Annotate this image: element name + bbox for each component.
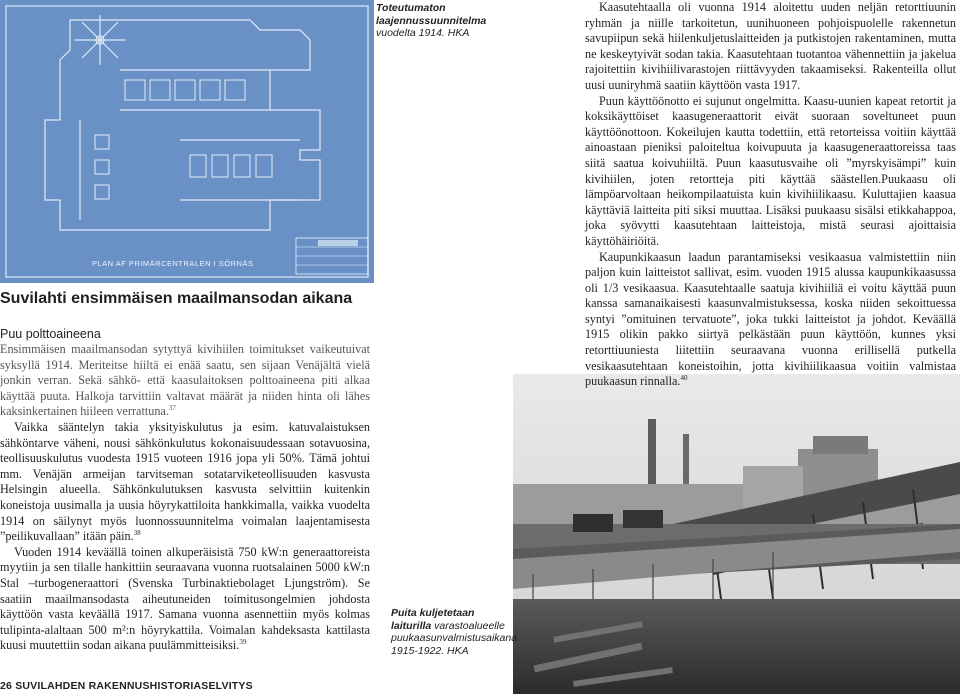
paragraph-6: [585, 250, 956, 390]
caption-blueprint-rest: vuodelta 1914. HKA: [376, 27, 470, 39]
caption-blueprint: [376, 2, 506, 40]
paragraph-3-text: Vuoden 1914 keväällä toinen alkuperäisistä 750 kW:n generaattoreista myytiin ja sen tilalle hankittiin seuraavana vuonna ruotsalainen 5000 kW:n Stal –turbogeneraattori (Svenska Turbinaktiebolaget Ljungström). Se saatiin maailmansodasta aiheutuneiden toimitusongelmien johdosta käyttöön vasta keväällä 1917. Samana vuonna asennettiin myös kolmas tulipinta-alaltaan 500 m²:n höyrykattila. Voimalan kahdeksasta kattilasta kuusi muutettiin sodan aikana puulämmitteisiksi.: [0, 544, 370, 653]
paragraph-5: Puun käyttöönotto ei sujunut ongelmitta. Kaasu-uunien kapeat retortit ja koksikäyttöiset kaasugeneraattorit eivät suoraan soveltuneet puun käyttöönottoon. Kokeilujen kautta todettiin, että retorteissa voitiin käyttää ainoastaan pieniksi paloiteltua koivupuuta ja kaasugeneraattoreissa taas siitä saatua koivuhiiltä. Puun kaasutusvaihe oli ”myrskyisämpi” kuin kivihiilen, joten retortteja piti käyttää säästellen.Puukaasu oli lämpöarvoltaan heikompilaatuista kuin kivihiilikaasu. Kuluttajien kaasua käyttäviä laitteita piti siksi muuttaa. Lisäksi puukaasu sisälsi etikkahappoa, joka syövytti kaasutehtaan laitteistoja, mistä seurasi ajoittaisia käyttöhäiriöitä.: [585, 93, 956, 248]
blueprint-drawing: [0, 0, 374, 283]
footnote-37: 37: [168, 404, 176, 413]
subheading: Puu polttoaineena: [0, 327, 101, 341]
historical-photo: [513, 374, 960, 694]
footnote-40: 40: [680, 374, 688, 383]
footnote-38: 38: [133, 529, 141, 538]
left-column-text: [0, 342, 370, 654]
photo-drawing: [513, 374, 960, 694]
paragraph-2: [0, 420, 370, 545]
caption-blueprint-bold: Toteutumaton laajennussuunnitelma: [376, 2, 487, 27]
paragraph-4: Kaasutehtaalla oli vuonna 1914 aloitettu uuden neljän retorttiuunin ryhmän ja niille tarkoitetun, uunihuoneen pohjoispuolelle rakennetun savupiipun sekä hiilenkuljetuslaitteiden ja putkistojen rakentaminen, mutta ne keskeytyivät sodan takia. Kaasutehtaan tuotantoa vähennettiin ja jakelua rajoitettiin kivihiilivarastojen riittävyyden takaamiseksi. Rakenteilla ollut uusi uuniryhmä saatiin käyttöön vasta 1917.: [585, 0, 956, 92]
page-footer: 26 SUVILAHDEN RAKENNUSHISTORIASELVITYS: [0, 680, 253, 692]
caption-photo: [391, 607, 518, 657]
caption-photo-rest: varastoalueelle puukaasunvalmistusaikana 1915-1922. HKA: [391, 619, 518, 657]
footnote-39: 39: [239, 638, 247, 647]
paragraph-3: [0, 545, 370, 654]
blueprint-image: [0, 0, 374, 283]
blueprint-title: PLAN AF PRIMÄRCENTRALEN I SÖRNÄS: [92, 259, 254, 268]
paragraph-2-text: Vaikka sääntelyn takia yksityiskulutus ja esim. katuvalaistuksen sähköntarve väheni, nousi sähkönkulutus kokonaisuudessaan sotavuosina, teollisuuskulutus vuodesta 1915 vuoteen 1916 jopa yli 50%. Tämä johtui mm. Venäjän armeijan tarvitseman sotatarviketeollisuuden kasvusta Helsingin alueella. Sähkönkulutuksen kasvusta selvittiin kuitenkin koneistoja uusimalla ja uusia höyrykattiloita hankkimalla, vaikka vuodelta 1914 on säilynyt myös luonnossuunnitelma voimalan laajentamisesta ”peilikuvallaan” itään päin.: [0, 419, 370, 544]
section-heading: Suvilahti ensimmäisen maailmansodan aikana: [0, 290, 353, 307]
paragraph-6-text: Kaupunkikaasun laadun parantamiseksi vesikaasua valmistettiin niin paljon kuin laitteistot sallivat, esim. vuoden 1915 alussa kaupunkikaasussa oli 1/3 vesikaasua. Kaasutehtaalle saatuja kivihiiliä ei voitu käyttää puun kanssa samanaikaisesti kaasunvalmistuksessa, koska niiden sekoittuessa syntyi ”omituinen tervatuote”, joka tukki laitteistot ja johdot. Keväällä 1915 olikin pakko siirtyä pelkästään puun käyttöön, kunnes yksi retorttiuuniesta liitettiin seuraavana vuonna erillisellä putkella vesikaasutehtaan koneistoihin, jotta kivihiilikaasua voitiin valmistaa puukaasun rinnalla.: [585, 249, 956, 389]
paragraph-1-text: Ensimmäisen maailmansodan sytyttyä kivihiilen toimitukset vaikeutuivat syksyllä 1914. Meriteitse hiiltä ei enää saatu, sen sijaan Venäjältä vielä jonkin verran. Sekä sähkö- että kaasulaitoksen polttoaineena piti alkaa käyttää puuta. Halkoja tarvittiin valtavat määrät ja niiden hinta oli lähes kaksinkertainen hiileen verrattuna.: [0, 342, 370, 419]
paragraph-1: [0, 342, 370, 420]
caption-photo-bold: Puita kuljetetaan laiturilla: [391, 607, 475, 632]
right-column-text: [585, 0, 956, 390]
